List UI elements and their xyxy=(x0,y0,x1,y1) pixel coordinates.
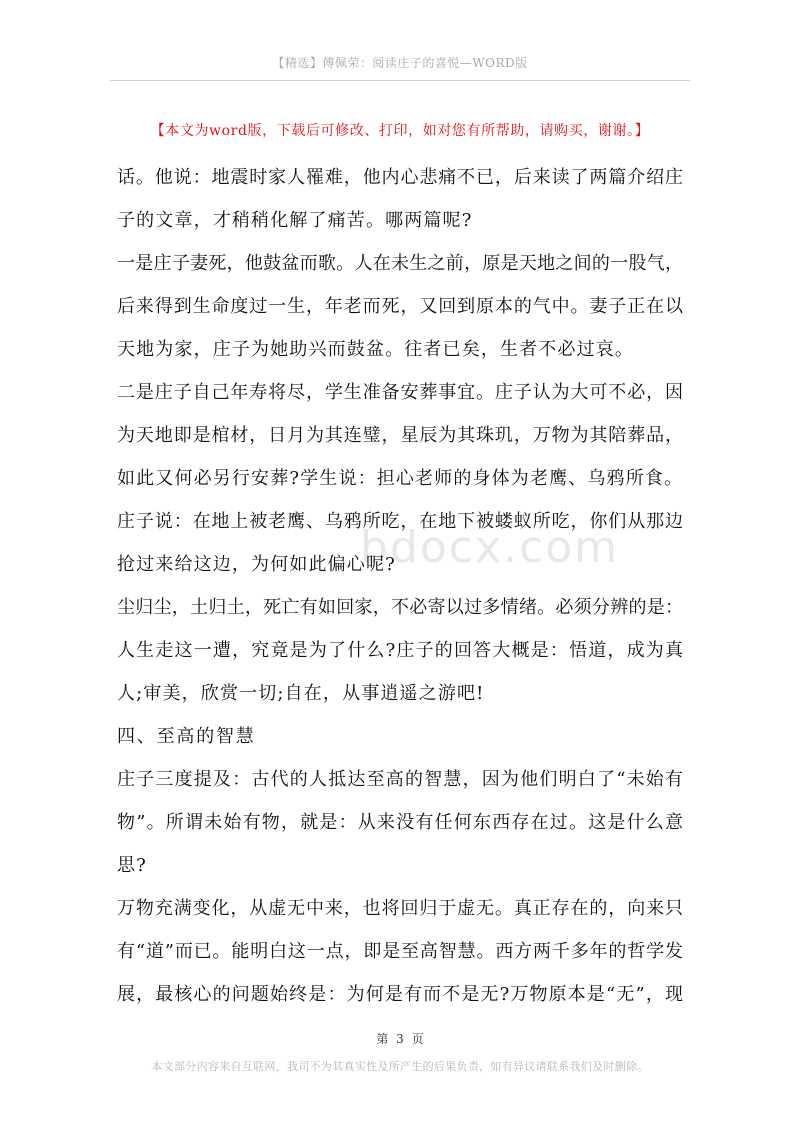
body-line: 人生走这一遭，究竟是为了什么?庄子的回答大概是：悟道，成为真 xyxy=(117,640,683,661)
body-line: 一是庄子妻死，他鼓盆而歌。人在未生之前，原是天地之间的一股气， xyxy=(117,253,683,274)
page-number-value: 3 xyxy=(396,1032,404,1046)
document-body xyxy=(117,156,683,1016)
page-number xyxy=(0,1030,800,1047)
page-header-title: 【精选】傅佩荣：阅读庄子的喜悦—WORD版 xyxy=(272,56,528,70)
body-line: 尘归尘，土归土，死亡有如回家，不必寄以过多情绪。必须分辨的是： xyxy=(117,597,683,618)
watermark: bdocx.com xyxy=(360,522,619,573)
download-notice: 【本文为word版，下载后可修改、打印，如对您有所帮助，请购买，谢谢。】 xyxy=(150,123,650,139)
body-line: 展，最核心的问题始终是：为何是有而不是无?万物原本是“无”，现 xyxy=(117,984,683,1005)
page-number-suffix: 页 xyxy=(411,1032,424,1046)
body-line: 如此又何必另行安葬?学生说：担心老师的身体为老鹰、乌鸦所食。 xyxy=(117,468,684,489)
body-line: 天地为家，庄子为她助兴而鼓盆。往者已矣，生者不必过哀。 xyxy=(117,339,635,360)
body-line: 抢过来给这边，为何如此偏心呢? xyxy=(117,554,396,575)
body-line: 人;审美，欣赏一切;自在，从事逍遥之游吧! xyxy=(117,683,485,704)
page-number-prefix: 第 xyxy=(376,1032,389,1046)
body-line: 物”。所谓未始有物，就是：从来没有任何东西存在过。这是什么意 xyxy=(117,812,683,833)
body-line: 庄子说：在地上被老鹰、乌鸦所吃，在地下被蝼蚁所吃，你们从那边 xyxy=(117,511,683,532)
body-line: 庄子三度提及：古代的人抵达至高的智慧，因为他们明白了“未始有 xyxy=(117,769,683,790)
body-line: 有“道”而已。能明白这一点，即是至高智慧。西方两千多年的哲学发 xyxy=(117,941,683,962)
footer-disclaimer: 本文部分内容来自互联网，我司不为其真实性及所产生的后果负责，如有异议请联系我们及时删除。 xyxy=(151,1060,649,1073)
body-line: 二是庄子自己年寿将尽，学生准备安葬事宜。庄子认为大可不必，因 xyxy=(117,382,683,403)
body-line: 后来得到生命度过一生，年老而死，又回到原本的气中。妻子正在以 xyxy=(117,296,683,317)
body-line: 子的文章，才稍稍化解了痛苦。哪两篇呢? xyxy=(117,210,473,231)
section-heading: 四、至高的智慧 xyxy=(117,726,256,747)
body-line: 思? xyxy=(117,855,147,876)
body-line: 为天地即是棺材，日月为其连璧，星辰为其珠玑，万物为其陪葬品， xyxy=(117,425,683,446)
body-line: 万物充满变化，从虚无中来，也将回归于虚无。真正存在的，向来只 xyxy=(117,898,683,919)
body-line: 话。他说：地震时家人罹难，他内心悲痛不已，后来读了两篇介绍庄 xyxy=(117,167,683,188)
header-divider xyxy=(110,80,690,81)
